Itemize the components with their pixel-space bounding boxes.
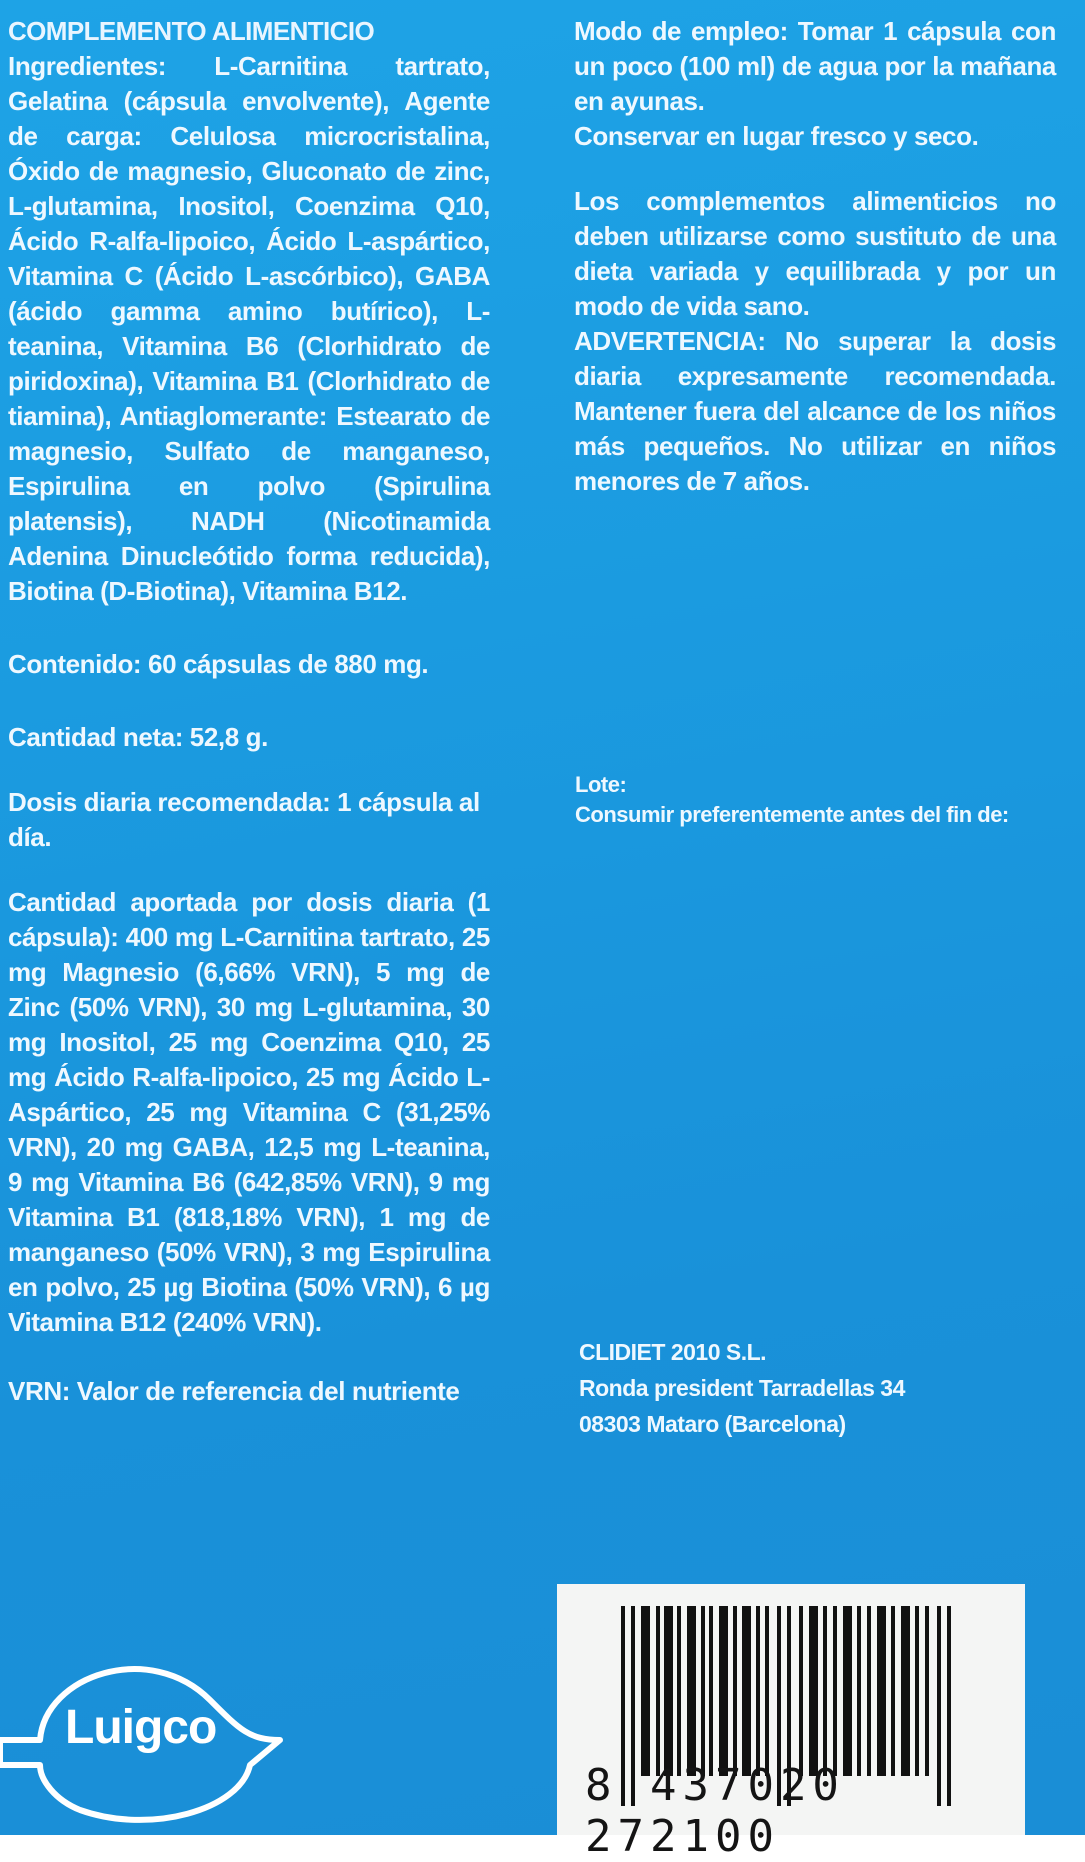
vrn-note: VRN: Valor de referencia del nutriente bbox=[8, 1376, 460, 1406]
net-quantity-text: Cantidad neta: 52,8 g. bbox=[8, 722, 268, 752]
daily-dose-text: Dosis diaria recomendada: 1 cápsula al día. bbox=[8, 787, 480, 852]
street-address: Ronda president Tarradellas 34 bbox=[579, 1375, 905, 1401]
warning-text: ADVERTENCIA: No superar la dosis diaria expresamente recomendada. Mantener fuera del alcance de los niños más pequeños. No utilizar en niños menores de 7 años. bbox=[574, 326, 1056, 496]
barcode bbox=[557, 1584, 1025, 1862]
storage-text: Conservar en lugar fresco y seco. bbox=[574, 121, 979, 151]
barcode-number: 8 437020 272100 bbox=[585, 1760, 845, 1862]
label-heading: COMPLEMENTO ALIMENTICIO bbox=[8, 16, 375, 46]
left-column bbox=[8, 14, 490, 1409]
company-name: CLIDIET 2010 S.L. bbox=[579, 1339, 767, 1365]
logo-text: Luigco bbox=[65, 1701, 217, 1754]
usage-text: Modo de empleo: Tomar 1 cápsula con un poco (100 ml) de agua por la mañana en ayunas. bbox=[574, 16, 1056, 116]
best-before-label: Consumir preferentemente antes del fin de: bbox=[575, 802, 1009, 827]
content-text: Contenido: 60 cápsulas de 880 mg. bbox=[8, 649, 429, 679]
ingredients-text: Ingredientes: L-Carnitina tartrato, Gelatina (cápsula envolvente), Agente de carga: Celulosa microcristalina, Óxido de magnesio, Gluconato de zinc, L-glutamina, Inositol, Coenzima Q10, Ácido R-alfa-lipoico, Ácido L-aspártico, Vitamina C (Ácido L-ascórbico), GABA (ácido gamma amino butírico), L-teanina, Vitamina B6 (Clorhidrato de piridoxina), Vitamina B1 (Clorhidrato de tiamina), Antiaglomerante: Estearato de magnesio, Sulfato de manganeso, Espirulina en polvo (Spirulina platensis), NADH (Nicotinamida Adenina Dinucleótido forma reducida), Biotina (D-Biotina), Vitamina B12. bbox=[8, 51, 490, 606]
manufacturer-address bbox=[579, 1334, 905, 1442]
daily-amount-text: Cantidad aportada por dosis diaria (1 cápsula): 400 mg L-Carnitina tartrato, 25 mg Magnesio (6,66% VRN), 5 mg de Zinc (50% VRN), 30 mg L-glutamina, 30 mg Inositol, 25 mg Coenzima Q10, 25 mg Ácido R-alfa-lipoico, 25 mg Ácido L-Aspártico, 25 mg Vitamina C (31,25% VRN), 20 mg GABA, 12,5 mg L-teanina, 9 mg Vitamina B6 (642,85% VRN), 9 mg Vitamina B1 (818,18% VRN), 1 mg de manganeso (50% VRN), 3 mg Espirulina en polvo, 25 µg Biotina (50% VRN), 6 µg Vitamina B12 (240% VRN). bbox=[8, 887, 490, 1337]
lot-label: Lote: bbox=[575, 772, 627, 797]
lot-block bbox=[575, 770, 1009, 830]
supplements-notice: Los complementos alimenticios no deben utilizarse como sustituto de una dieta variada y equilibrada y por un modo de vida sano. bbox=[574, 186, 1056, 321]
city-address: 08303 Mataro (Barcelona) bbox=[579, 1411, 846, 1437]
right-column bbox=[574, 14, 1056, 499]
